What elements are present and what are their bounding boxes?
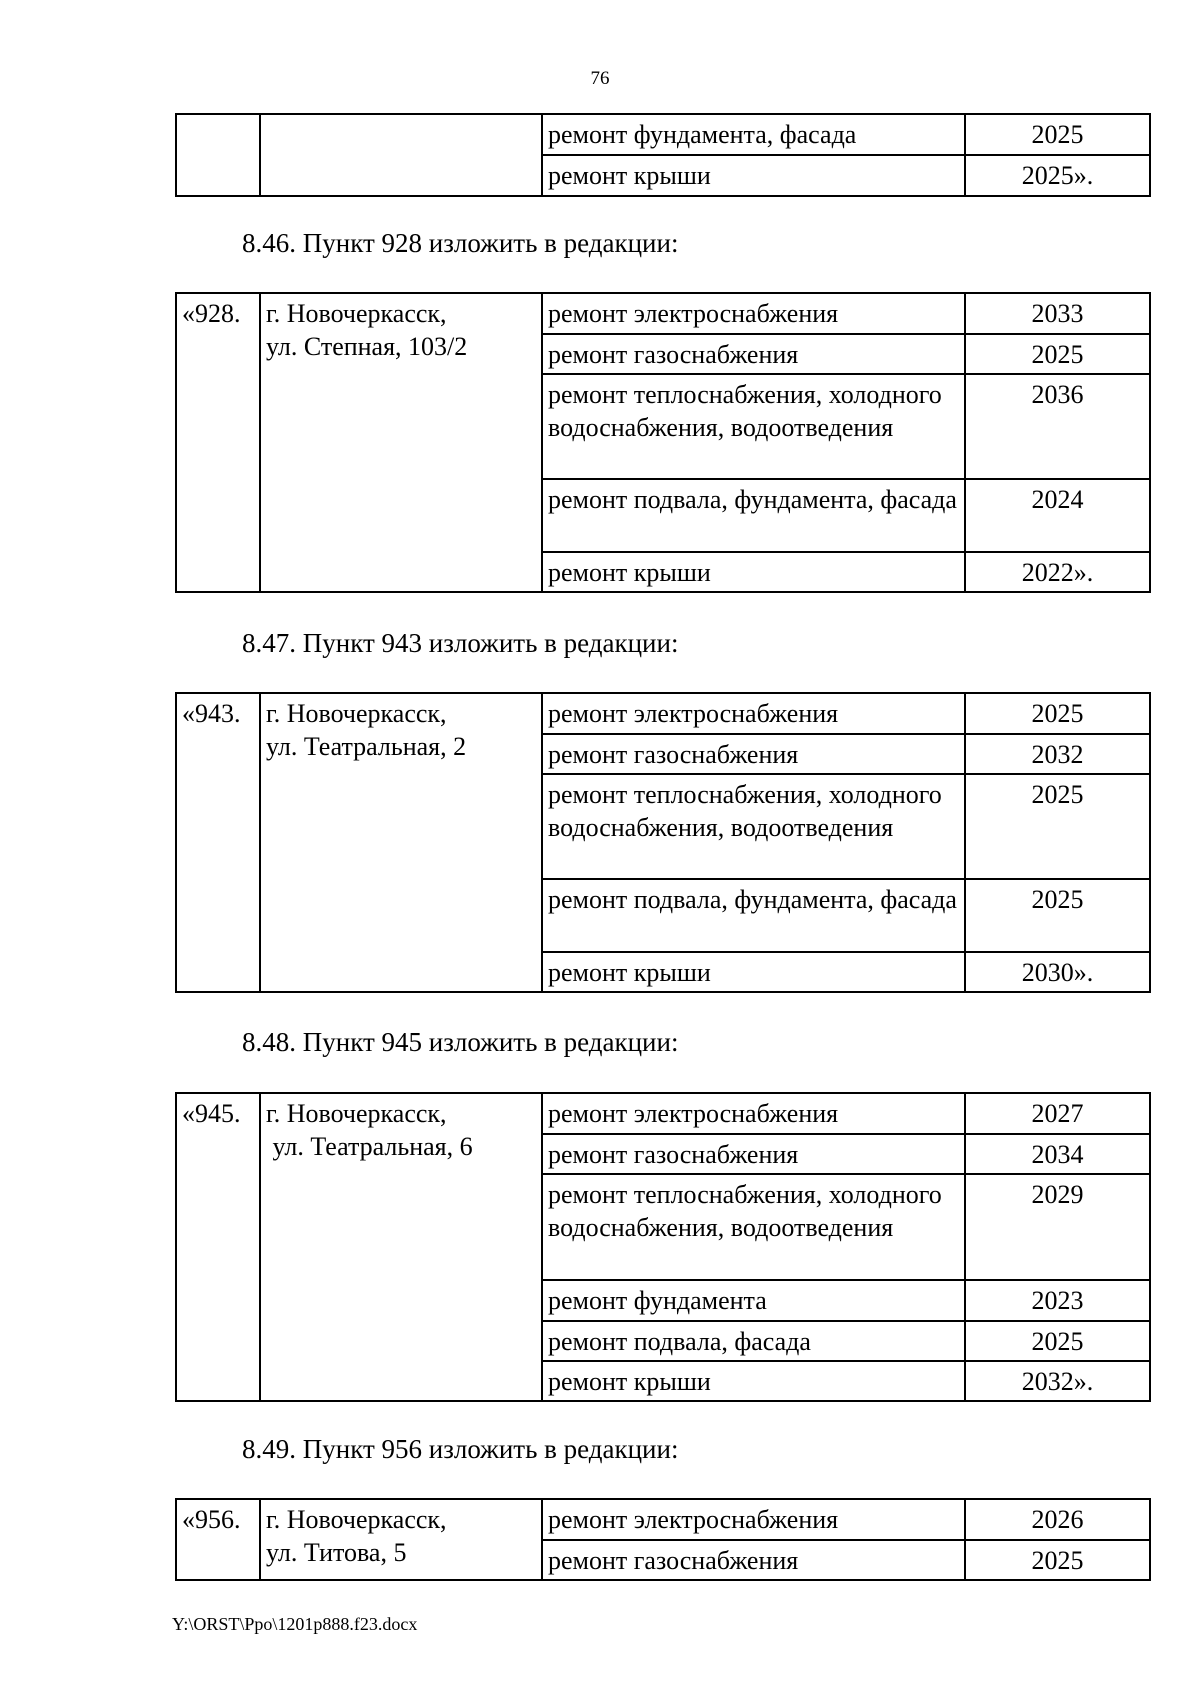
section-table: [175, 292, 1151, 593]
section-table: [175, 692, 1151, 993]
address-city: г. Новочеркасск,: [266, 1505, 447, 1534]
address-city: г. Новочеркасск,: [266, 299, 447, 328]
year-cell: 2022».: [965, 552, 1150, 592]
page-number: 76: [590, 68, 610, 89]
year-cell: 2025: [965, 693, 1150, 734]
address-cell: [260, 114, 542, 196]
year-cell: 2025: [965, 879, 1150, 952]
address-street: ул. Театральная, 6: [266, 1132, 473, 1161]
year-cell: 2029: [965, 1174, 1150, 1280]
table-row: [176, 114, 1150, 155]
work-cell: ремонт газоснабжения: [542, 334, 965, 374]
table-row: [176, 1499, 1150, 1540]
year-cell: 2025: [965, 1321, 1150, 1361]
section-heading: 8.46. Пункт 928 изложить в редакции:: [242, 228, 679, 258]
work-cell: ремонт электроснабжения: [542, 1499, 965, 1540]
address-cell: [260, 693, 542, 992]
section-table: [175, 1498, 1151, 1581]
address-street: ул. Степная, 103/2: [266, 332, 468, 361]
work-cell: ремонт газоснабжения: [542, 734, 965, 774]
table-row: [176, 1093, 1150, 1134]
year-cell: 2024: [965, 479, 1150, 552]
address-city: г. Новочеркасск,: [266, 1099, 447, 1128]
year-cell: 2025: [965, 774, 1150, 879]
year-cell: 2025: [965, 1540, 1150, 1580]
table-row: [176, 693, 1150, 734]
item-number: «943.: [176, 693, 260, 992]
address-city: г. Новочеркасск,: [266, 699, 447, 728]
work-cell: ремонт фундамента: [542, 1280, 965, 1321]
work-cell: ремонт подвала, фасада: [542, 1321, 965, 1361]
year-cell: 2023: [965, 1280, 1150, 1321]
work-cell: ремонт теплоснабжения, холодного водоснабжения, водоотведения: [542, 374, 965, 479]
year-cell: 2036: [965, 374, 1150, 479]
section-table: [175, 1092, 1151, 1402]
year-cell: 2032».: [965, 1361, 1150, 1401]
year-cell: 2025: [965, 114, 1150, 155]
section-heading: 8.48. Пункт 945 изложить в редакции:: [242, 1027, 679, 1057]
year-cell: 2032: [965, 734, 1150, 774]
work-cell: ремонт электроснабжения: [542, 693, 965, 734]
address-cell: [260, 1093, 542, 1401]
work-cell: ремонт крыши: [542, 552, 965, 592]
item-number: «956.: [176, 1499, 260, 1580]
address-street: ул. Титова, 5: [266, 1538, 407, 1567]
section-heading: 8.49. Пункт 956 изложить в редакции:: [242, 1434, 679, 1464]
work-cell: ремонт фундамента, фасада: [542, 114, 965, 155]
continuation-table: [175, 113, 1151, 197]
work-cell: ремонт подвала, фундамента, фасада: [542, 879, 965, 952]
year-cell: 2026: [965, 1499, 1150, 1540]
file-path-footer: Y:\ORST\Ppo\1201p888.f23.docx: [172, 1614, 418, 1634]
work-cell: ремонт газоснабжения: [542, 1540, 965, 1580]
work-cell: ремонт крыши: [542, 155, 965, 196]
work-cell: ремонт электроснабжения: [542, 1093, 965, 1134]
year-cell: 2025».: [965, 155, 1150, 196]
item-number: «928.: [176, 293, 260, 592]
work-cell: ремонт подвала, фундамента, фасада: [542, 479, 965, 552]
table-row: [176, 293, 1150, 334]
work-cell: ремонт теплоснабжения, холодного водоснабжения, водоотведения: [542, 774, 965, 879]
num-cell: [176, 114, 260, 196]
year-cell: 2034: [965, 1134, 1150, 1174]
address-cell: [260, 293, 542, 592]
year-cell: 2030».: [965, 952, 1150, 992]
address-cell: [260, 1499, 542, 1580]
year-cell: 2027: [965, 1093, 1150, 1134]
year-cell: 2033: [965, 293, 1150, 334]
work-cell: ремонт газоснабжения: [542, 1134, 965, 1174]
work-cell: ремонт электроснабжения: [542, 293, 965, 334]
work-cell: ремонт крыши: [542, 1361, 965, 1401]
address-street: ул. Театральная, 2: [266, 732, 467, 761]
work-cell: ремонт теплоснабжения, холодного водоснабжения, водоотведения: [542, 1174, 965, 1280]
section-heading: 8.47. Пункт 943 изложить в редакции:: [242, 628, 679, 658]
item-number: «945.: [176, 1093, 260, 1401]
work-cell: ремонт крыши: [542, 952, 965, 992]
year-cell: 2025: [965, 334, 1150, 374]
